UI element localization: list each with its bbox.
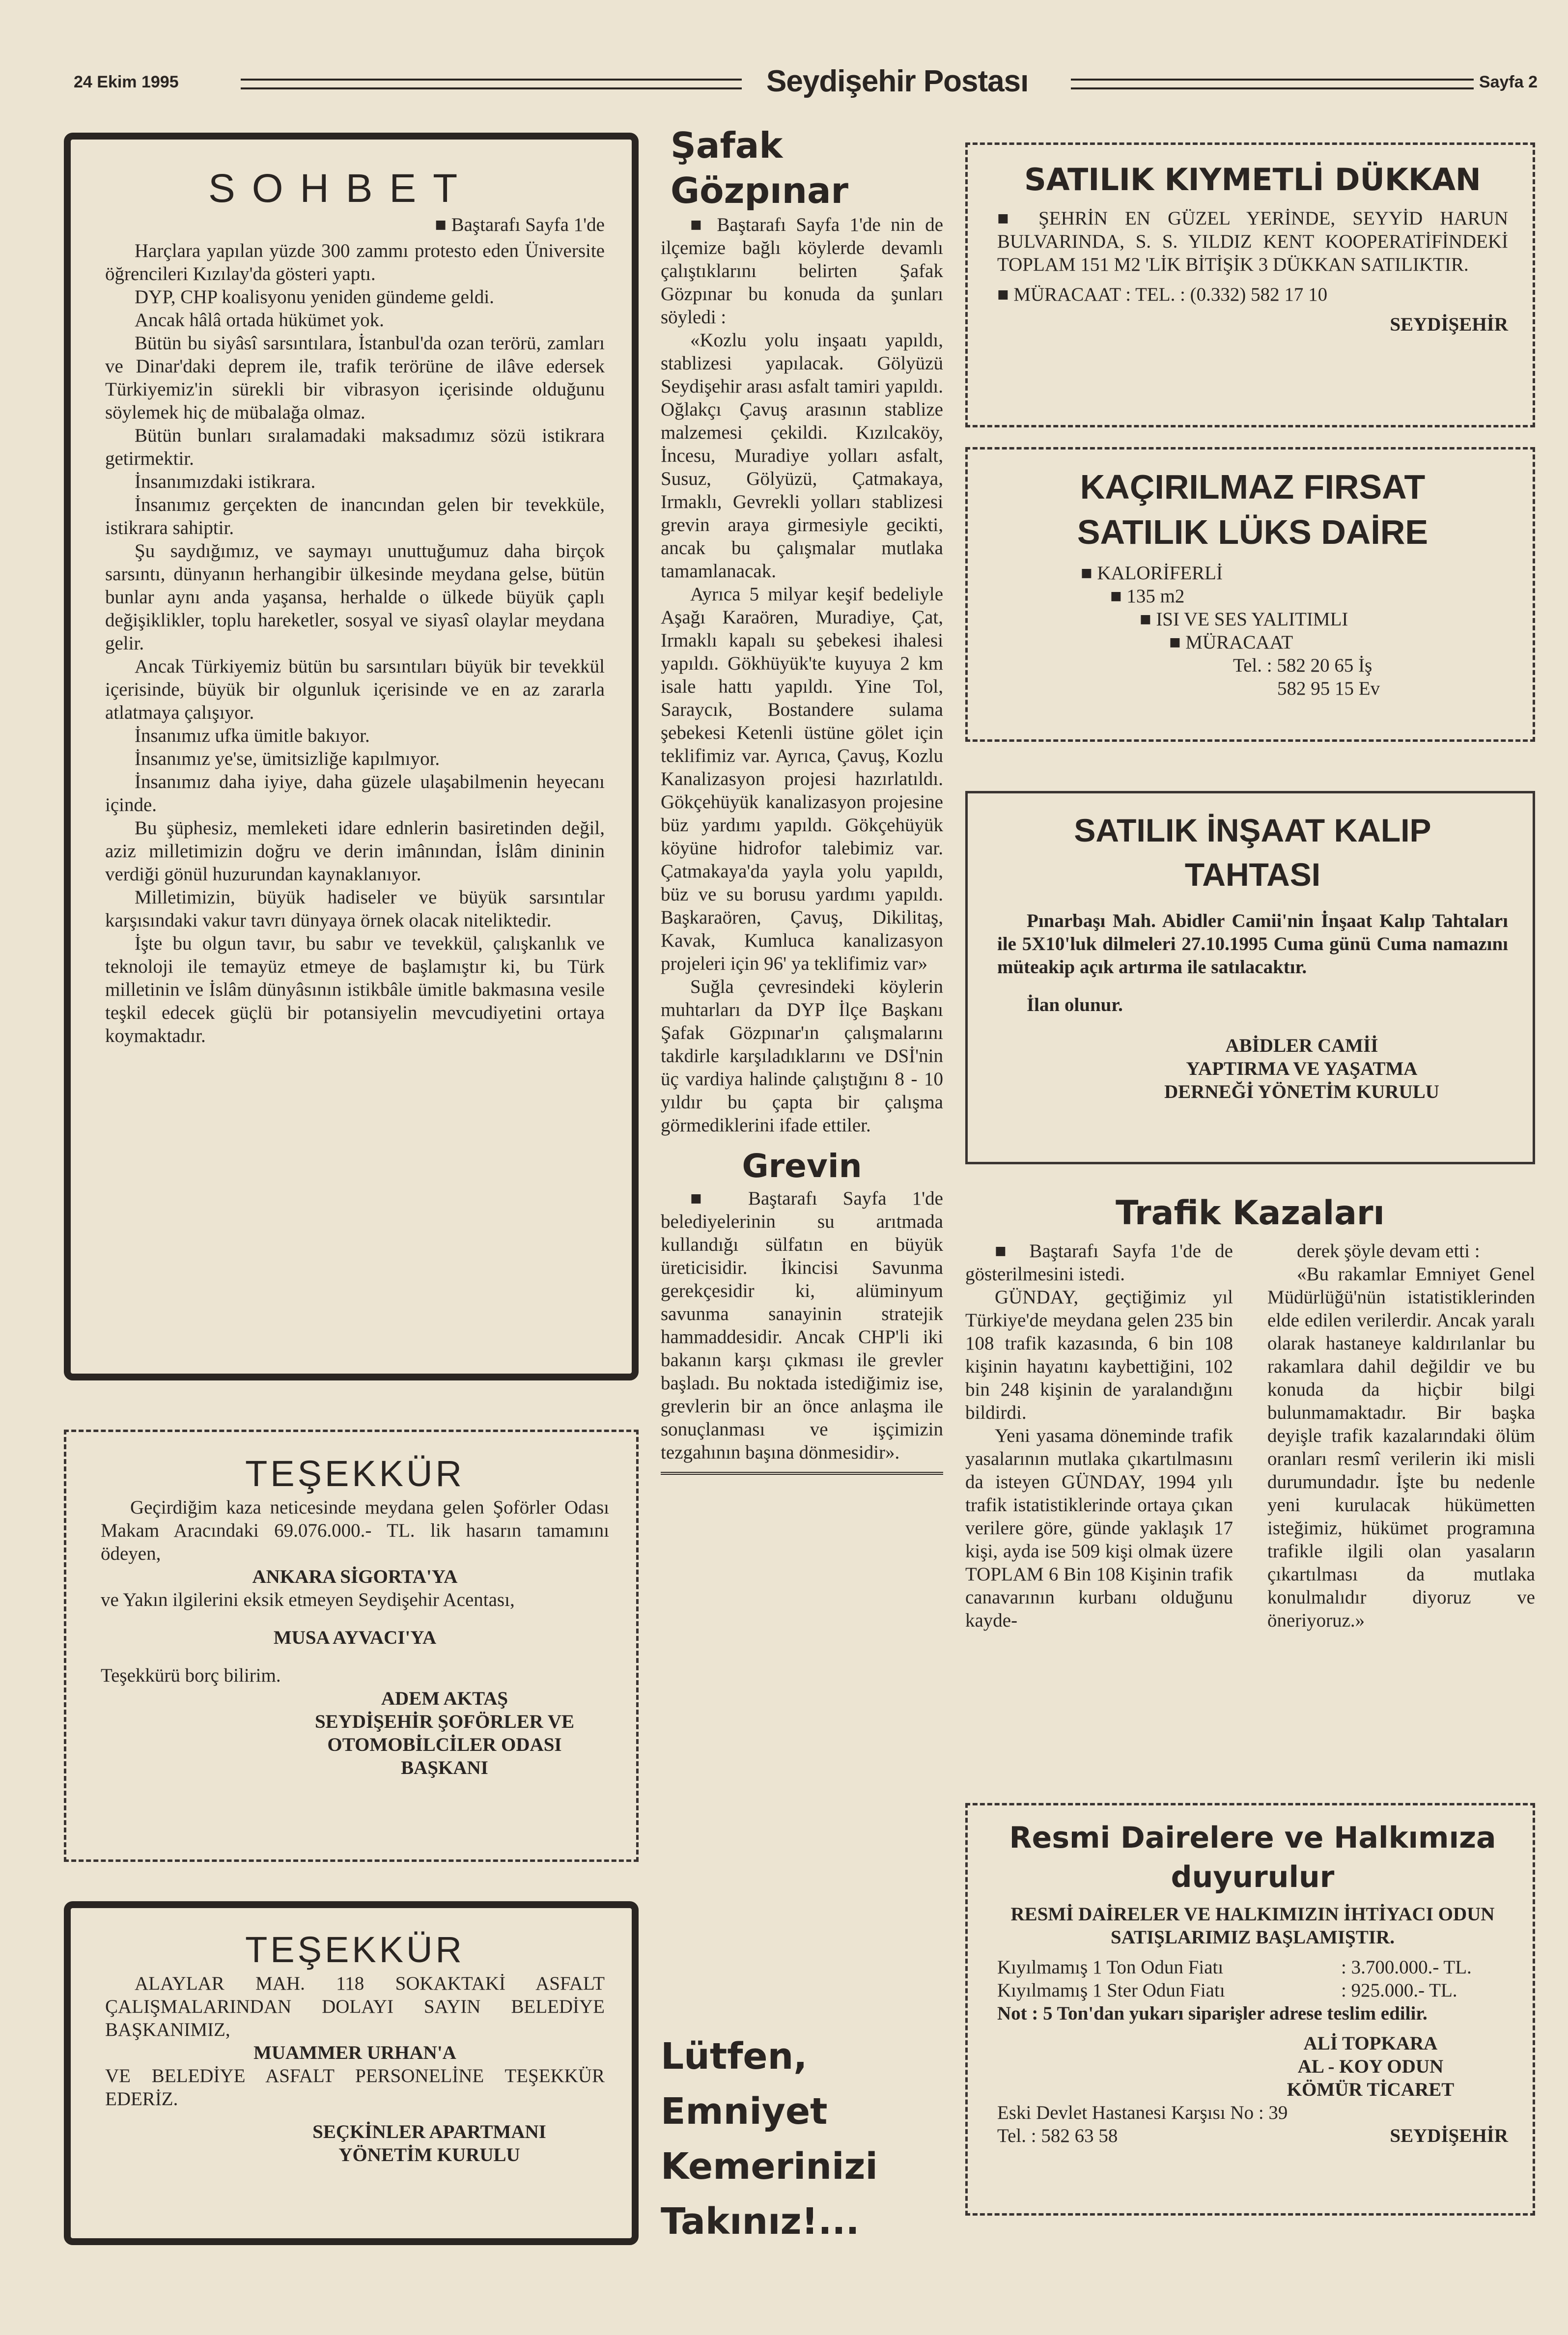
signature-line: DERNEĞİ YÖNETİM KURULU: [1164, 1081, 1439, 1102]
masthead: [74, 64, 1538, 103]
paragraph: ■ Baştarafı Sayfa 1'de de gösterilmesini istedi.: [965, 1239, 1233, 1286]
safak-gozpinar-article: [661, 123, 943, 1950]
paragraph: İnsanımızdaki istikrara.: [135, 471, 316, 492]
paragraph: Bütün bu siyâsî sarsıntılara, İstanbul'da ozan terörü, zamları ve Dinar'daki deprem ile, trafik terörüne de ilâve edersek Türkiyemiz'in sürekli bir vibrasyon içerisinde olduğunu söylemek hiç de mübalağa olmaz.: [105, 333, 605, 423]
trafik-article: [965, 1191, 1535, 1766]
notice-line: Emniyet: [661, 2090, 828, 2133]
ad-address: Eski Devlet Hastanesi Karşısı No : 39: [997, 2102, 1288, 2123]
ad-subtitle: RESMİ DAİRELER VE HALKIMIZIN İHTİYACI ODUN SATIŞLARIMIZ BAŞLAMIŞTIR.: [1010, 1904, 1495, 1948]
paragraph: GÜNDAY, geçtiğimiz yıl Türkiye'de meydana gelen 235 bin 108 trafik kazasında, 6 bin 108 kişinin hayatını kaybettiğini, 102 bin 248 kişinin de yaralandığını bildirdi.: [965, 1287, 1233, 1423]
price-row: [997, 1956, 1508, 1979]
ad-title: TAHTASI: [1184, 856, 1321, 893]
ad-title: SATILIK KIYMETLİ DÜKKAN: [1024, 162, 1481, 197]
paragraph: ■ Baştarafı Sayfa 1'de nin de ilçemize bağlı köylerde devamlı çalıştıklarını belirten Şafak Gözpınar bu konuda da şunları söyledi :: [661, 213, 943, 329]
article-column: [965, 1239, 1233, 1632]
paragraph: Şu saydığımız, ve saymayı unuttuğumuz daha birçok sarsıntı, dünyanın herhangibir ülkesinde meydana gelse, bütün bunlar aynı anda yaşansa, herhalde o ülkede büyük çaplı değişiklikler, toplu hareketler, sosyal ve siyasî olaylar meydana gelir.: [105, 540, 605, 654]
paragraph: Yeni yasama döneminde trafik yasalarının mutlaka çıkartılmasını da isteyen GÜNDAY, 1994 yılı trafik istatistiklerinde ortaya çıkan verilere göre, günde yaklaşık 17 kişi, ayda ise 509 kişi olmak üzere TOPLAM 6 Bin 108 Kişinin trafik canavarının kurbanı olduğunu kayde-: [965, 1425, 1233, 1631]
sohbet-column: [64, 133, 639, 1380]
paragraph: Bütün bunları sıralamadaki maksadımız sözü istikrara getirmektir.: [105, 425, 605, 469]
price-row: [997, 1979, 1508, 2002]
article-headline: Grevin: [742, 1147, 862, 1185]
tesekkur-text: ALAYLAR MAH. 118 SOKAKTAKİ ASFALT ÇALIŞMALARINDAN DOLAYI SAYIN BELEDİYE BAŞKANIMIZ,: [105, 1973, 605, 2040]
article-headline: Şafak Gözpınar: [671, 125, 849, 211]
signature-line: KÖMÜR TİCARET: [1287, 2079, 1455, 2100]
article-column: [1267, 1239, 1535, 1632]
tesekkur-text: VE BELEDİYE ASFALT PERSONELİNE TEŞEKKÜR EDERİZ.: [105, 2065, 605, 2110]
ad-contact: ■ MÜRACAAT : TEL. : (0.332) 582 17 10: [997, 283, 1508, 306]
tesekkur-ad-1: [64, 1430, 639, 1862]
ad-item: ■ 135 m2: [1110, 585, 1508, 608]
dukkan-ad: [965, 142, 1535, 427]
signature-line: YAPTIRMA VE YAŞATMA: [1186, 1058, 1418, 1079]
ad-text: İlan olunur.: [1027, 994, 1123, 1015]
article-headline: Trafik Kazaları: [1116, 1194, 1385, 1233]
paragraph: derek şöyle devam etti :: [1297, 1240, 1480, 1262]
sohbet-continued: ■ Baştarafı Sayfa 1'de: [105, 213, 605, 236]
signature-line: OTOMOBİLCİLER ODASI: [327, 1734, 562, 1755]
signature-line: AL - KOY ODUN: [1297, 2056, 1444, 2077]
masthead-rule-right: [1071, 79, 1474, 89]
notice-line: Lütfen,: [661, 2035, 808, 2078]
ad-title: duyurulur: [1171, 1860, 1335, 1894]
tesekkur-text: ve Yakın ilgilerini eksik etmeyen Seydişehir Acentası,: [101, 1589, 515, 1610]
ad-phone: 582 95 15 Ev: [1277, 678, 1380, 699]
daire-ad: [965, 447, 1535, 742]
tesekkur-text: Teşekkürü borç bilirim.: [101, 1665, 281, 1686]
paragraph: Suğla çevresindeki köylerin muhtarları da DYP İlçe Başkanı Şafak Gözpınar'ın çalışmalarını takdirle karşıladıklarını ve DSİ'nin üç vardiya halinde çalıştığını 8 - 10 yıldır bu çapta bir çalışma görmediklerini ifade ettiler.: [661, 976, 943, 1136]
paragraph: İnsanımız ye'se, ümitsizliğe kapılmıyor.: [135, 748, 440, 769]
tesekkur-name: MUAMMER URHAN'A: [253, 2042, 456, 2063]
paragraph: Milletimizin, büyük hadiseler ve büyük sarsıntılar karşısındaki vakur tavrı dünyaya örnek olacak niteliktedir.: [105, 887, 605, 931]
ad-title: SATILIK İNŞAAT KALIP: [1074, 812, 1431, 848]
price-value: : 925.000.- TL.: [1341, 1980, 1457, 2001]
paragraph: ■ Baştarafı Sayfa 1'de belediyelerinin su arıtmada kullandığı sülfatın en büyük üreticisidir. İkincisi Savunma gerekçesidir ki, alüminyum savunma sanayinin stratejik hammaddesidir. Ancak CHP'li iki bakanın karşı çıkması ile grevler başladı. Bu noktada istediğimiz ise, grevlerin bir an önce anlaşma ile sonuçlanması ve işçimizin tezgahının başına dönmesidir».: [661, 1187, 943, 1464]
signature-line: BAŞKANI: [401, 1757, 488, 1778]
paragraph: Ayrıca 5 milyar keşif bedeliyle Aşağı Karaören, Muradiye, Çat, Irmaklı kapalı su şebekesi ihalesi yapıldı. Gökhüyük'te kuyuya 2 km isale hattı yapıldı. Yine Tol, Saraycık, Bostandere sulama şebekesi Ketenli üstüne gölet için teklifimiz var. Ayrıca, Çavuş, Kozlu Kanalizasyon projesi hazırlatıldı. Gökçehüyük kanalizasyon projesine büz yardımı yapıldı. Gökçehüyük köyüne hidrofor talebimiz var. Çatmakaya'da yayla yolu yapıldı, büz ve su borusu yardımı yapıldı. Başkaraören, Çavuş, Dikilitaş, Kavak, Kumluca kanalizasyon projeleri için 96' ya teklifimiz var»: [661, 584, 943, 974]
ad-title: KAÇIRILMAZ FIRSAT: [1080, 468, 1426, 506]
newspaper-title: Seydişehir Postası: [766, 64, 1029, 98]
ad-item: ■ MÜRACAAT: [1169, 631, 1508, 654]
price-label: Kıyılmamış 1 Ster Odun Fiatı: [997, 1980, 1225, 2001]
masthead-rule-left: [241, 79, 742, 89]
paragraph: Ancak hâlâ ortada hükümet yok.: [135, 309, 384, 331]
signature-line: ALİ TOPKARA: [1303, 2033, 1438, 2054]
price-label: Kıyılmamış 1 Ton Odun Fiatı: [997, 1957, 1224, 1978]
ad-title: Resmi Dairelere ve Halkımıza: [1009, 1821, 1496, 1855]
page-number: Sayfa 2: [1479, 73, 1538, 91]
tesekkur-name: MUSA AYVACI'YA: [273, 1627, 437, 1648]
ad-city: SEYDİŞEHİR: [1390, 314, 1508, 335]
ad-text: Pınarbaşı Mah. Abidler Camii'nin İnşaat Kalıp Tahtaları ile 5X10'luk dilmeleri 27.10.1995 Cuma günü Cuma namazını müteakip açık artırma ile satılacaktır.: [997, 910, 1508, 978]
signature-line: YÖNETİM KURULU: [338, 2144, 520, 2166]
seatbelt-notice: [661, 2029, 943, 2260]
ad-city: SEYDİŞEHİR: [1390, 2125, 1508, 2146]
price-value: : 3.700.000.- TL.: [1341, 1957, 1472, 1978]
paragraph: İnsanımız ufka ümitle bakıyor.: [135, 725, 370, 746]
notice-line: Takınız!...: [661, 2200, 860, 2243]
notice-line: Kemerinizi: [661, 2145, 878, 2188]
paragraph: «Bu rakamlar Emniyet Genel Müdürlüğü'nün istatistiklerinden elde edilen verilerdir. Ancak yaralı olarak hastaneye kaldırılanlar bu rakamlara dahil değildir ve bu konuda da hiçbir bilgi bulunmamaktadır. Bir başka deyişle trafik kazalarındaki ölüm oranları resmî verilerin iki misli durumundadır. İşte bu nedenle yeni kurulacak hükümetten isteğimiz, hükümet programına trafikle ilgili olan yasaların çıkartılması da mutlaka konulmalıdır diyoruz ve öneriyoruz.»: [1267, 1264, 1535, 1631]
ad-item: ■ ISI VE SES YALITIMLI: [1140, 608, 1508, 631]
signature-line: ADEM AKTAŞ: [381, 1688, 508, 1709]
article-body: [661, 213, 943, 1137]
tesekkur-title: TEŞEKKÜR: [245, 1453, 465, 1494]
paragraph: «Kozlu yolu inşaatı yapıldı, stablizesi yapılacak. Gölyüzü Seydişehir arası asfalt tamiri yapıldı. Oğlakçı Çavuş arasının stablize malzemesi çekildi. Kızılcaköy, İncesu, Muradiye yolları asfalt, Susuz, Gölyüzü, Çatmakaya, Irmaklı, Gevrekli yolları stablizesi grevin araya girmesiyle gecikti, ancak bu çalışmalar mutlaka tamamlanacak.: [661, 330, 943, 582]
signature-line: SEÇKİNLER APARTMANI: [312, 2121, 546, 2142]
sohbet-title: SOHBET: [208, 166, 475, 211]
paragraph: İnsanımız daha iyiye, daha güzele ulaşabilmenin heyecanı içinde.: [105, 771, 605, 816]
divider: [661, 1472, 943, 1475]
ad-item: ■ KALORİFERLİ: [1081, 562, 1508, 585]
ad-title: SATILIK LÜKS DAİRE: [1077, 513, 1428, 551]
ad-phone: Tel. : 582 20 65 İş: [1233, 655, 1372, 676]
ad-text: ■ ŞEHRİN EN GÜZEL YERİNDE, SEYYİD HARUN BULVARINDA, S. S. YILDIZ KENT KOOPERATİFİNDEKİ TOPLAM 151 M2 'LİK BİTİŞİK 3 DÜKKAN SATILIKTIR.: [997, 207, 1508, 276]
paragraph: Ancak Türkiyemiz bütün bu sarsıntıları büyük bir tevekkül içerisinde, büyük bir olgunluk içerisinde ve en az zararla atlatmaya çalışıyor.: [105, 656, 605, 723]
tesekkur-text: Geçirdiğim kaza neticesinde meydana gelen Şoförler Odası Makam Aracındaki 69.076.000.- TL. lik hasarın tamamını ödeyen,: [101, 1497, 609, 1564]
paragraph: Bu şüphesiz, memleketi idare ednlerin basiretinden değil, aziz milletimizin doğru ve derin imânından, İslâm dininin verdiği gönül huzurundan kaynaklanıyor.: [105, 817, 605, 885]
paragraph: İşte bu olgun tavır, bu sabır ve tevekkül, çalışkanlık ve teknoloji ile temayüz etmeye de başlamıştır ki, bu Türk milletinin ve İslâm dünyâsının istikbâle ümitle bakmasına vesile teşkil edecek güçlü bir potansiyelin mevcudiyetini ortaya koymaktadır.: [105, 933, 605, 1046]
ad-phone: Tel. : 582 63 58: [997, 2125, 1118, 2146]
signature-line: SEYDİŞEHİR ŞOFÖRLER VE: [314, 1711, 575, 1732]
article-body: [661, 1187, 943, 1464]
tesekkur-name: ANKARA SİGORTA'YA: [252, 1566, 458, 1587]
paragraph: Harçlara yapılan yüzde 300 zammı protesto eden Üniversite öğrencileri Kızılay'da gösteri yaptı.: [105, 240, 605, 284]
issue-date: 24 Ekim 1995: [74, 73, 179, 91]
sohbet-body: [105, 239, 605, 1047]
tesekkur-title: TEŞEKKÜR: [245, 1929, 465, 1970]
signature-line: ABİDLER CAMİİ: [1225, 1035, 1378, 1056]
kalip-ad: [965, 791, 1535, 1164]
ad-footer: [997, 2124, 1508, 2147]
odun-ad: [965, 1803, 1535, 2216]
ad-note: Not : 5 Ton'dan yukarı siparişler adrese teslim edilir.: [997, 2003, 1428, 2024]
paragraph: DYP, CHP koalisyonu yeniden gündeme geldi.: [135, 286, 494, 308]
paragraph: İnsanımız gerçekten de inancından gelen bir tevekküle, istikrara sahiptir.: [105, 494, 605, 538]
tesekkur-ad-2: [64, 1901, 639, 2245]
